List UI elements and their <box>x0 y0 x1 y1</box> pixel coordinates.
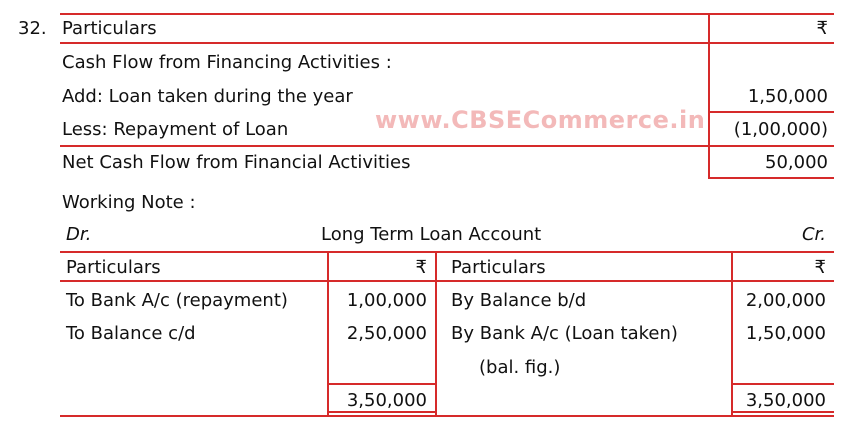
ledger-right-row-amount: 2,00,000 <box>745 290 826 311</box>
cf-net-label: Net Cash Flow from Financial Activities <box>62 152 411 173</box>
ledger-right-total-under <box>731 411 834 413</box>
cf-net-amount: 50,000 <box>765 152 828 173</box>
cf-row-label: Less: Repayment of Loan <box>62 119 289 140</box>
ledger-left-row-label: To Balance c/d <box>66 323 196 344</box>
dr-label: Dr. <box>66 224 92 245</box>
ledger-left-total-under <box>327 411 437 413</box>
cf-total-rule <box>60 145 834 147</box>
ledger-header-rule <box>60 280 834 282</box>
cf-row-label: Add: Loan taken during the year <box>62 86 353 107</box>
ledger-bottom-rule <box>60 415 834 417</box>
ledger-col-divider-3 <box>731 251 733 417</box>
cf-column-divider <box>708 13 710 179</box>
question-number: 32. <box>18 18 47 39</box>
ledger-left-row-label: To Bank A/c (repayment) <box>66 290 288 311</box>
ledger-left-amount-header: ₹ <box>415 257 427 278</box>
cf-subtotal-rule <box>708 111 834 113</box>
ledger-left-total-top <box>327 383 437 385</box>
cf-header-particulars: Particulars <box>62 18 157 39</box>
account-title: Long Term Loan Account <box>321 224 542 245</box>
ledger-col-divider-1 <box>327 251 329 417</box>
cf-bottom-rule <box>708 177 834 179</box>
cf-row-amount: (1,00,000) <box>733 119 828 140</box>
ledger-col-divider-2 <box>435 251 437 417</box>
ledger-right-row-label: By Bank A/c (Loan taken) <box>451 323 678 344</box>
ledger-right-amount-header: ₹ <box>814 257 826 278</box>
ledger-right-row-amount: 1,50,000 <box>745 323 826 344</box>
ledger-top-rule <box>60 251 834 253</box>
ledger-left-row-amount: 2,50,000 <box>346 323 427 344</box>
cf-row-amount: 1,50,000 <box>747 86 828 107</box>
cf-header-rule <box>60 42 834 44</box>
ledger-left-row-amount: 1,00,000 <box>346 290 427 311</box>
ledger-right-row-label: (bal. fig.) <box>479 357 561 378</box>
ledger-right-total: 3,50,000 <box>745 390 826 411</box>
ledger-right-row-label: By Balance b/d <box>451 290 587 311</box>
cf-header-amount: ₹ <box>816 18 828 39</box>
cf-top-rule <box>60 13 834 15</box>
watermark: www.CBSECommerce.in <box>375 106 706 134</box>
cf-section-title: Cash Flow from Financing Activities : <box>62 52 392 73</box>
ledger-right-total-top <box>731 383 834 385</box>
ledger-left-total: 3,50,000 <box>346 390 427 411</box>
ledger-right-header: Particulars <box>451 257 546 278</box>
ledger-left-header: Particulars <box>66 257 161 278</box>
working-note-title: Working Note : <box>62 192 196 213</box>
cr-label: Cr. <box>801 224 826 245</box>
